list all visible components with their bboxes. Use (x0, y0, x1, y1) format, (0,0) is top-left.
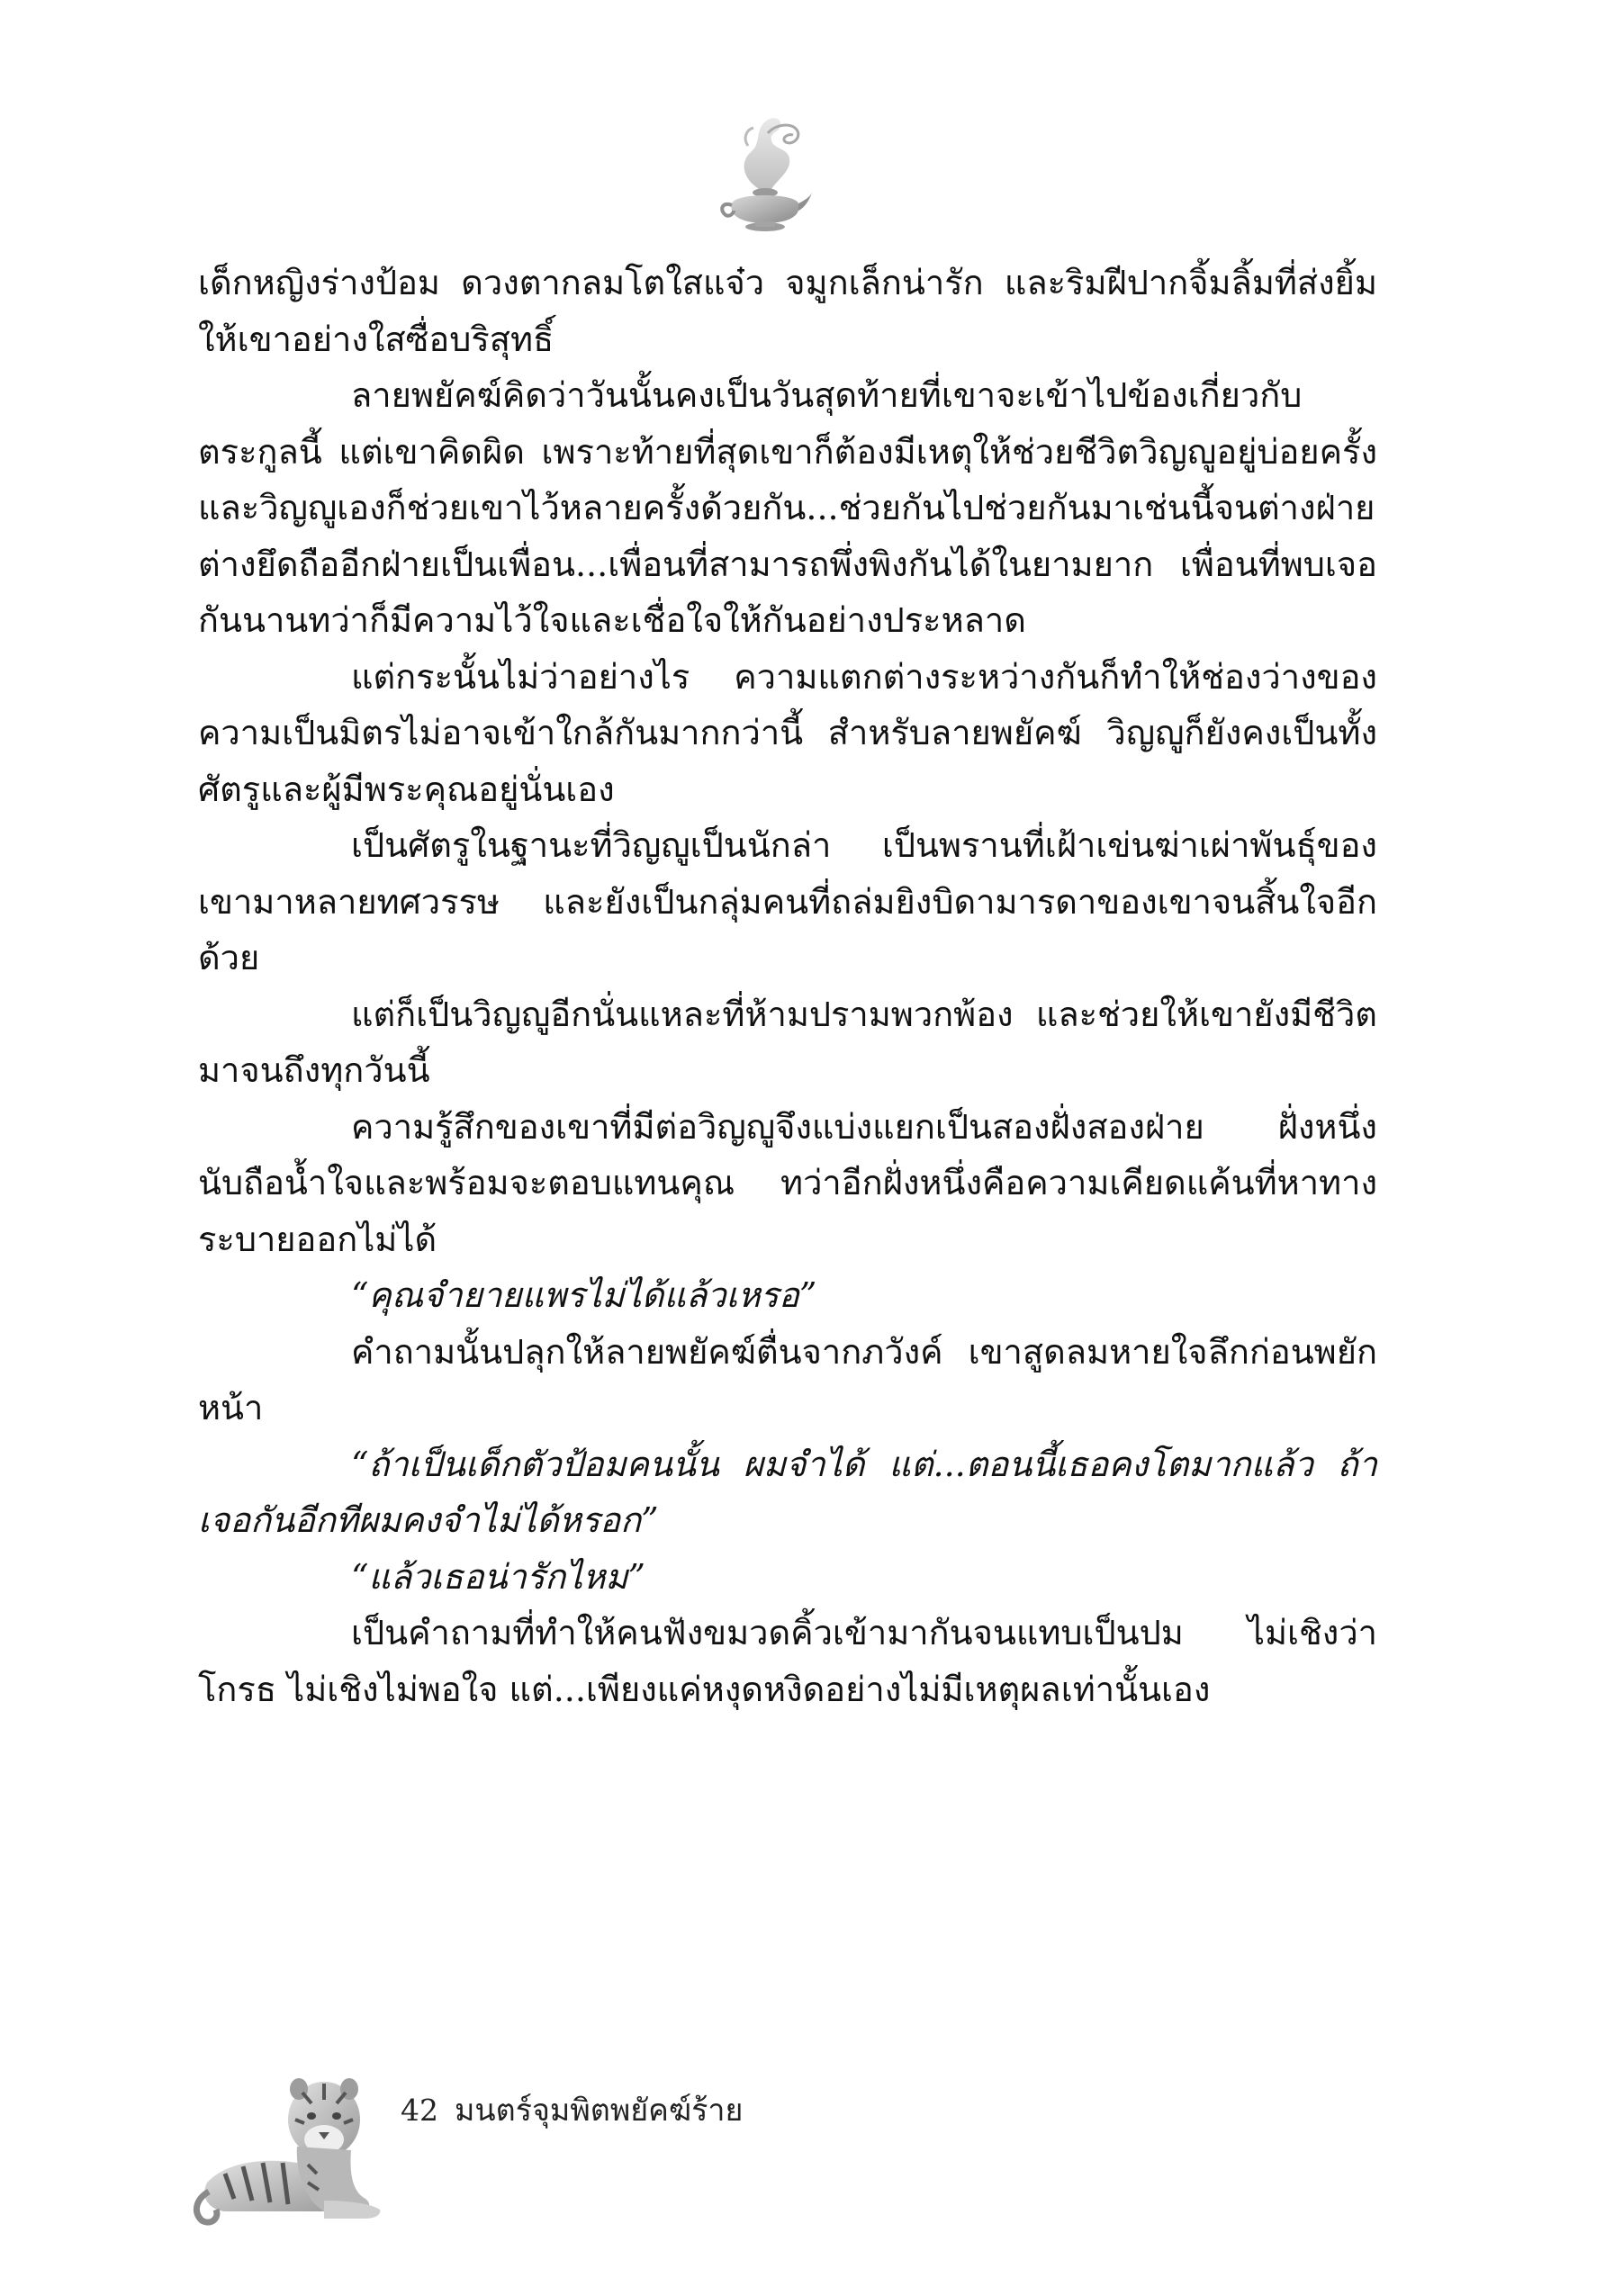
paragraph: แต่กระนั้นไม่ว่าอย่างไร ความแตกต่างระหว่างกันก็ทำให้ช่องว่างของความเป็นมิตรไม่อาจเข้าใกล้กันมากกว่านี้ สำหรับลายพยัคฆ์ วิญญูก็ยังคงเป็นทั้งศัตรูและผู้มีพระคุณอยู่นั่นเอง (198, 656, 1377, 809)
book-title: มนตร์จุมพิตพยัคฆ์ร้าย (455, 2093, 744, 2129)
paragraph: ความรู้สึกของเขาที่มีต่อวิญญูจึงแบ่งแยกเป็นสองฝั่งสองฝ่าย ฝั่งหนึ่งนับถือน้ำใจและพร้อมจะตอบแทนคุณ ทว่าอีกฝั่งหนึ่งคือความเคียดแค้นที่หาทางระบายออกไม่ได้ (198, 1106, 1377, 1259)
body-text (198, 255, 1377, 1717)
paragraph: แต่ก็เป็นวิญญูอีกนั่นแหละที่ห้ามปรามพวกพ้อง และช่วยให้เขายังมีชีวิตมาจนถึงทุกวันนี้ (198, 994, 1377, 1090)
paragraph: ลายพยัคฆ์คิดว่าวันนั้นคงเป็นวันสุดท้ายที่เขาจะเข้าไปข้องเกี่ยวกับตระกูลนี้ แต่เขาคิดผิด เพราะท้ายที่สุดเขาก็ต้องมีเหตุให้ช่วยชีวิตวิญญูอยู่บ่อยครั้ง และวิญญูเองก็ช่วยเขาไว้หลายครั้งด้วยกัน...ช่วยกันไปช่วยกันมาเช่นนี้จนต่างฝ่ายต่างยึดถืออีกฝ่ายเป็นเพื่อน...เพื่อนที่สามารถพึ่งพิงกันได้ในยามยาก เพื่อนที่พบเจอกันนานทว่าก็มีความไว้ใจและเชื่อใจให้กันอย่างประหลาด (198, 375, 1377, 640)
paragraph: เป็นคำถามที่ทำให้คนฟังขมวดคิ้วเข้ามากันจนแทบเป็นปม ไม่เชิงว่าโกรธ ไม่เชิงไม่พอใจ แต่...เพียงแค่หงุดหงิดอย่างไม่มีเหตุผลเท่านั้นเอง (198, 1613, 1377, 1709)
page-footer (189, 2057, 819, 2237)
page-number: 42 (401, 2093, 438, 2128)
dialogue-line: “แล้วเธอน่ารักไหม” (351, 1556, 645, 1597)
dialogue-line: “คุณจำยายแพรไม่ได้แล้วเหรอ” (351, 1275, 817, 1315)
tiger-illustration (189, 2057, 401, 2232)
dialogue-line: “ถ้าเป็นเด็กตัวป้อมคนนั้น ผมจำได้ แต่...ตอนนี้เธอคงโตมากแล้ว ถ้าเจอกันอีกทีผมคงจำไม่ได้หรอก” (198, 1444, 1377, 1540)
paragraph: เด็กหญิงร่างป้อม ดวงตากลมโตใสแจ๋ว จมูกเล็กน่ารัก และริมฝีปากจิ้มลิ้มที่ส่งยิ้มให้เขาอย่างใสซื่อบริสุทธิ์ (198, 263, 1377, 359)
magic-lamp-icon (716, 106, 815, 241)
paragraph: คำถามนั้นปลุกให้ลายพยัคฆ์ตื่นจากภวังค์ เขาสูดลมหายใจลึกก่อนพยักหน้า (198, 1331, 1377, 1427)
paragraph: เป็นศัตรูในฐานะที่วิญญูเป็นนักล่า เป็นพรานที่เฝ้าเข่นฆ่าเผ่าพันธุ์ของเขามาหลายทศวรรษ และยังเป็นกลุ่มคนที่ถล่มยิงบิดามารดาของเขาจนสิ้นใจอีกด้วย (198, 825, 1377, 977)
